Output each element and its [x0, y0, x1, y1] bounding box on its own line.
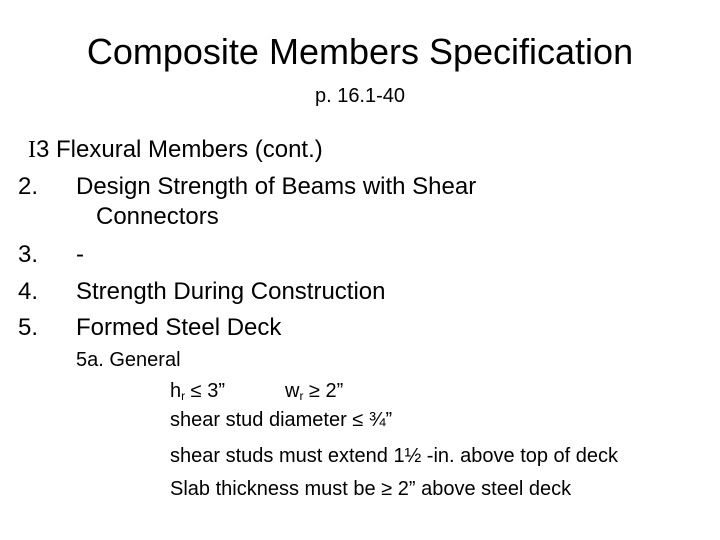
list-item-number: 4.: [18, 278, 39, 305]
requirement-line: shear studs must extend 1½ -in. above top of deck: [170, 445, 619, 467]
section-heading: [28, 135, 323, 165]
slide-title: Composite Members Specification: [86, 31, 634, 72]
requirement-line: shear stud diameter ≤ ¾”: [170, 409, 393, 431]
subsection-label: 5a. General: [76, 349, 181, 371]
list-item: [18, 313, 281, 343]
requirement-line: Slab thickness must be ≥ 2” above steel deck: [170, 478, 572, 500]
list-item: [18, 277, 386, 307]
list-item: [18, 172, 476, 202]
list-item-number: 5.: [18, 314, 39, 341]
list-item-text: Formed Steel Deck: [76, 314, 282, 341]
list-item-text: -: [76, 241, 84, 268]
list-item-number: 3.: [18, 241, 39, 268]
section-heading-text: 3 Flexural Members (cont.): [36, 136, 323, 163]
list-item: [18, 240, 84, 270]
list-item-number: 2.: [18, 173, 39, 200]
hr-wr-line: [170, 379, 343, 403]
section-roman: I: [28, 137, 36, 163]
list-item-continuation: Connectors: [96, 203, 219, 230]
wr-limit: $w_r \ge 2$”: [285, 380, 344, 403]
list-item-text: Strength During Construction: [76, 278, 386, 305]
page-reference: p. 16.1-40: [314, 85, 406, 107]
hr-limit: $h_r \le 3$”: [170, 380, 225, 403]
list-item-text: Design Strength of Beams with Shear: [76, 173, 477, 200]
